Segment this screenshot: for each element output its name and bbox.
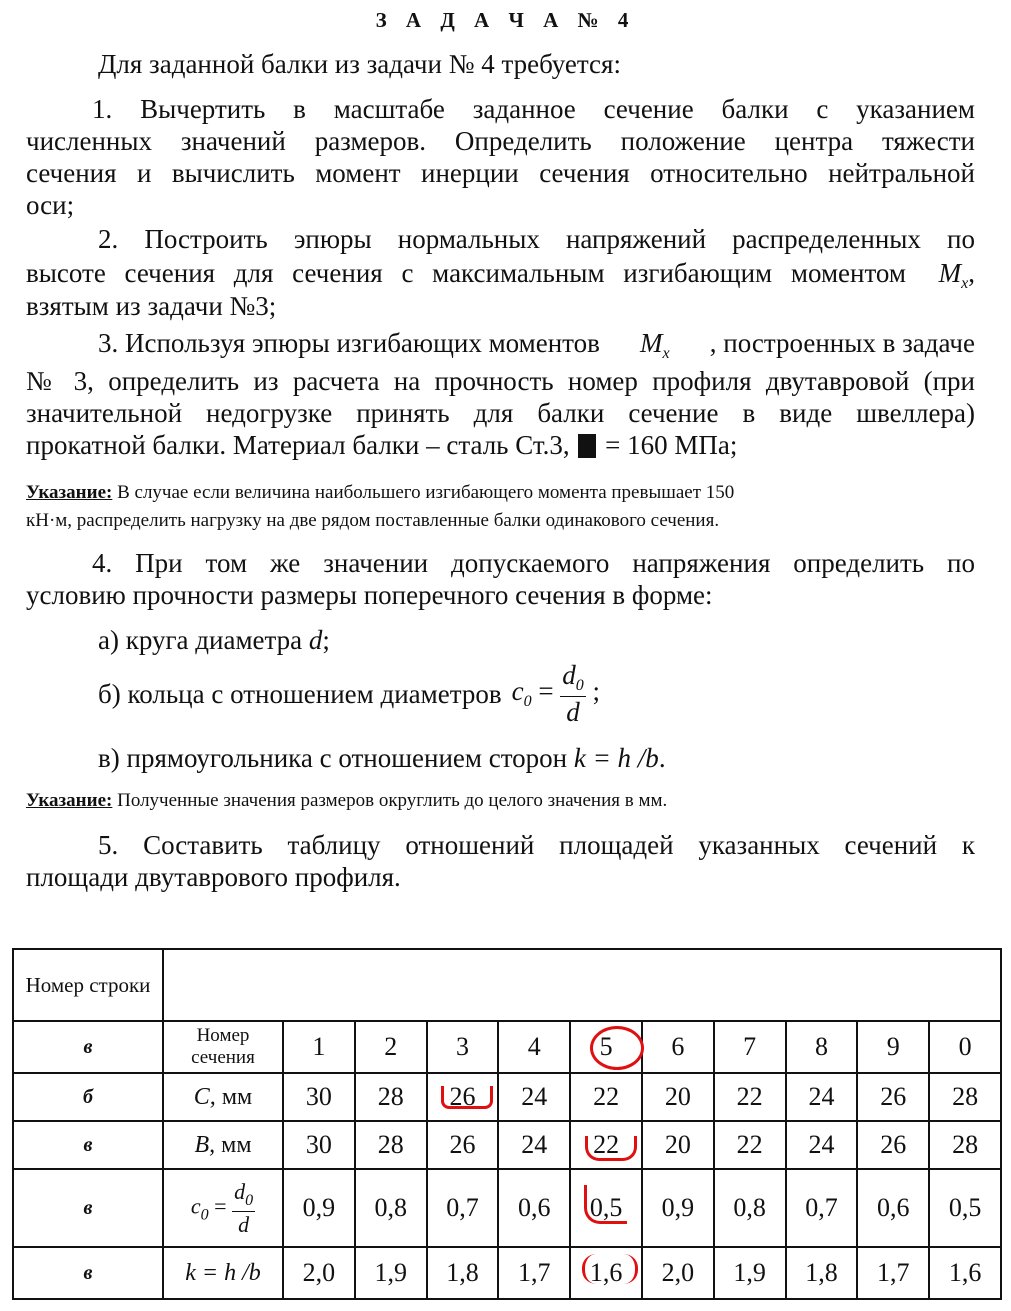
item3-line1-row — [98, 327, 975, 370]
table-cell: 1,9 — [355, 1247, 427, 1299]
table-cell: 30 — [283, 1121, 355, 1169]
item3-symbol: M — [640, 328, 663, 358]
item4-c: в) прямоугольника с отношением сторон — [98, 743, 568, 773]
note1-line1-row — [26, 480, 975, 505]
table-cell: 20 — [642, 1073, 714, 1121]
table-cell: 1,7 — [857, 1247, 929, 1299]
row-label-unit: мм — [221, 1131, 252, 1158]
marked-value — [590, 1193, 623, 1223]
item2-line2-end: , — [968, 258, 975, 288]
row-label-var: С, — [193, 1083, 216, 1110]
table-cell: 22 — [714, 1073, 786, 1121]
item4-c-row — [98, 742, 666, 774]
table-row — [13, 1121, 1001, 1169]
table-cell-marked — [570, 1021, 642, 1073]
header-cell — [13, 949, 163, 1021]
table-cell: 0,8 — [714, 1169, 786, 1247]
table-cell: 3 — [427, 1021, 499, 1073]
table-cell: 0,7 — [427, 1169, 499, 1247]
table-cell: 2,0 — [642, 1247, 714, 1299]
row4-num-var: d — [234, 1178, 246, 1204]
table-cell: 24 — [786, 1073, 858, 1121]
b-eq: = — [538, 676, 554, 707]
table-cell: 28 — [929, 1073, 1001, 1121]
red-circle-mark — [590, 1026, 644, 1070]
note2-label: Указание: — [26, 790, 113, 811]
item3-line4-row — [26, 429, 737, 461]
item4-a-end: ; — [322, 625, 330, 655]
item3-line3: значительной недогрузке принять для балки сечение в виде швеллера) — [26, 398, 975, 428]
table-cell: 1,7 — [498, 1247, 570, 1299]
b-end: ; — [592, 676, 601, 707]
table-cell: 1,6 — [929, 1247, 1001, 1299]
table-cell: 0,8 — [355, 1169, 427, 1247]
item2-line3: взятым из задачи №3; — [26, 291, 277, 321]
item3-moment-symbol — [640, 327, 670, 370]
row-label — [163, 1073, 283, 1121]
table-cell: 4 — [498, 1021, 570, 1073]
sigma-symbol-icon — [578, 434, 596, 458]
item4-c-formula: k = h /b — [573, 743, 659, 773]
marked-value — [449, 1082, 475, 1112]
table-cell: 0,9 — [283, 1169, 355, 1247]
item5-line1: 5. Составить таблицу отношений площадей указанных сечений к — [98, 830, 975, 860]
row-label-unit: мм — [221, 1083, 253, 1110]
item1-line3: сечения и вычислить момент инерции сечения относительно нейтральной — [26, 158, 975, 188]
item4-b-row — [98, 660, 600, 728]
header-label: Номер строки — [25, 973, 151, 997]
item3-symbol-sub: x — [662, 345, 670, 362]
item4-b: б) кольца с отношением диаметров — [98, 679, 502, 709]
item4-c-end: . — [658, 743, 666, 773]
item3-line1-end: , построенных в задаче — [709, 328, 975, 358]
note2-row — [26, 788, 667, 813]
note1-line2: кН·м, распределить нагрузку на две рядом поставленные балки одинакового сечения. — [26, 510, 720, 531]
table-cell: 24 — [498, 1121, 570, 1169]
table-row — [13, 1247, 1001, 1299]
item5-line2: площади двутаврового профиля. — [26, 862, 401, 892]
table-cell: 20 — [642, 1121, 714, 1169]
note2-text: Полученные значения размеров округлить до целого значения в мм. — [117, 790, 668, 811]
item4-line2: условию прочности размеры поперечного сечения в форме: — [26, 580, 713, 610]
table-cell: 0,7 — [786, 1169, 858, 1247]
row4-den: d — [238, 1211, 250, 1237]
table-cell: 1,8 — [427, 1247, 499, 1299]
row4-var: c — [190, 1193, 201, 1219]
table-cell: 0,9 — [642, 1169, 714, 1247]
table-cell: 24 — [498, 1073, 570, 1121]
row-label: k = h /b — [163, 1247, 283, 1299]
row4-eq: = — [214, 1193, 227, 1219]
b-sub: 0 — [523, 693, 532, 711]
table-cell: 1 — [283, 1021, 355, 1073]
note1-label: Указание: — [26, 482, 113, 503]
item4-a: а) круга диаметра — [98, 625, 303, 655]
item4-a-row — [98, 624, 330, 656]
intro-text: Для заданной балки из задачи № 4 требуется: — [98, 49, 621, 79]
table-row — [13, 1169, 1001, 1247]
row4-num-sub: 0 — [245, 1191, 254, 1209]
row-letter: в — [13, 1121, 163, 1169]
table-cell: 0 — [929, 1021, 1001, 1073]
item4-a-var: d — [308, 625, 323, 655]
b-var: c — [511, 676, 524, 707]
item2-line2: высоте сечения для сечения с максимальным изгибающим моментом — [26, 258, 906, 288]
row4-num — [232, 1178, 255, 1212]
item1-line4: оси; — [26, 190, 75, 220]
table-cell: 28 — [929, 1121, 1001, 1169]
b-num-var: d — [562, 660, 576, 690]
table-cell: 2,0 — [283, 1247, 355, 1299]
marked-value — [600, 1032, 613, 1062]
row-label: Номер сечения — [163, 1021, 283, 1073]
table-cell: 22 — [570, 1073, 642, 1121]
red-bracket-mark — [585, 1136, 637, 1161]
marked-value — [590, 1258, 623, 1288]
row-label — [163, 1169, 283, 1247]
row-letter: в — [13, 1169, 163, 1247]
table-row — [13, 1073, 1001, 1121]
marked-value — [593, 1130, 619, 1160]
item2-line1: 2. Построить эпюры нормальных напряжений распределенных по — [98, 224, 975, 254]
table-cell: 22 — [714, 1121, 786, 1169]
b-fraction — [560, 662, 586, 726]
table-cell: 26 — [857, 1121, 929, 1169]
row-label-var: В, — [194, 1131, 216, 1158]
table-row — [13, 1021, 1001, 1073]
marked-value-text: 5 — [599, 1032, 613, 1061]
marked-value-text: 26 — [449, 1082, 476, 1111]
table-cell: 0,5 — [929, 1169, 1001, 1247]
table-cell-marked — [570, 1247, 642, 1299]
item2-moment-symbol — [939, 257, 975, 300]
item3-line4-end: = 160 МПа; — [605, 430, 738, 460]
item1-line1: 1. Вычертить в масштабе заданное сечение балки с указанием — [92, 94, 975, 124]
item4-b-formula — [512, 662, 600, 726]
table-cell: 9 — [857, 1021, 929, 1073]
table-cell: 2 — [355, 1021, 427, 1073]
item2-symbol: M — [938, 258, 962, 288]
table-cell: 28 — [355, 1121, 427, 1169]
red-bracket-mark — [441, 1086, 493, 1109]
table-cell: 24 — [786, 1121, 858, 1169]
table-cell: 0,6 — [857, 1169, 929, 1247]
row-label — [163, 1121, 283, 1169]
item2-symbol-sub: x — [961, 275, 969, 292]
b-num — [560, 662, 586, 697]
table-cell: 26 — [427, 1121, 499, 1169]
row-letter: в — [13, 1247, 163, 1299]
red-bracket-mark — [584, 1185, 627, 1224]
table-cell: 30 — [283, 1073, 355, 1121]
item3-line2: № 3, определить из расчета на прочность номер профиля двутавровой (при — [26, 366, 975, 396]
table-cell: 28 — [355, 1073, 427, 1121]
marked-value-text: 22 — [593, 1130, 620, 1159]
header-empty-cell — [163, 949, 1001, 1021]
row4-fraction — [232, 1178, 255, 1237]
item3-line4: прокатной балки. Материал балки – сталь Ст.3, — [26, 430, 570, 460]
item3-line1: 3. Используя эпюры изгибающих моментов — [98, 328, 600, 358]
table-cell-marked — [570, 1169, 642, 1247]
row-letter: в — [13, 1021, 163, 1073]
marked-value-text: 0,5 — [589, 1193, 623, 1222]
table-cell: 1,9 — [714, 1247, 786, 1299]
page-title: З А Д А Ч А № 4 — [375, 8, 636, 32]
red-paren-mark — [582, 1254, 638, 1284]
table-header-row — [13, 949, 1001, 1021]
row-letter: б — [13, 1073, 163, 1121]
marked-value-text: 1,6 — [589, 1258, 623, 1287]
table-cell-marked — [570, 1121, 642, 1169]
table-cell-marked — [427, 1073, 499, 1121]
row4-sub: 0 — [200, 1206, 209, 1224]
note1-line1: В случае если величина наибольшего изгибающего момента превышает 150 — [117, 482, 735, 503]
b-den: d — [566, 697, 580, 727]
data-table — [12, 948, 1002, 1300]
table-cell: 0,6 — [498, 1169, 570, 1247]
table-cell: 7 — [714, 1021, 786, 1073]
table-cell: 26 — [857, 1073, 929, 1121]
item1-line2: численных значений размеров. Определить положение центра тяжести — [26, 126, 975, 156]
table-cell: 6 — [642, 1021, 714, 1073]
item4-line1: 4. При том же значении допускаемого напряжения определить по — [92, 548, 975, 578]
table-cell: 1,8 — [786, 1247, 858, 1299]
table-cell: 8 — [786, 1021, 858, 1073]
b-num-sub: 0 — [575, 677, 584, 694]
